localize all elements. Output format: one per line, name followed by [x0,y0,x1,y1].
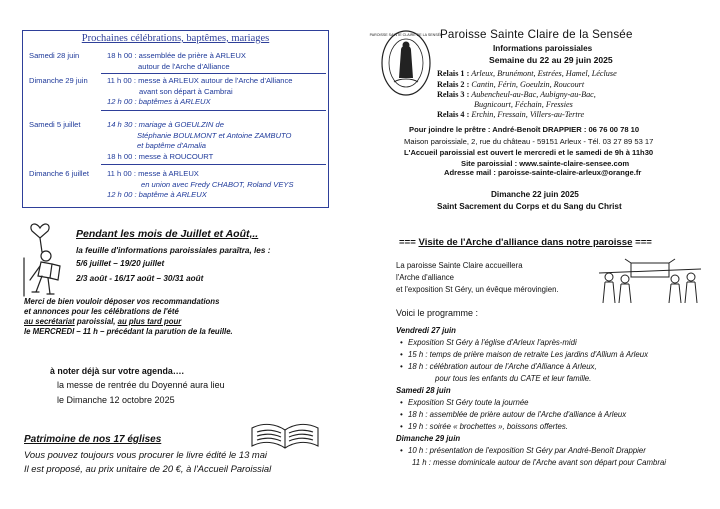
request-line: et annonces pour les célébrations de l'été [24,307,179,316]
programme-item [400,398,529,407]
programme-day: Dimanche 29 juin [396,434,461,443]
row-divider [101,110,326,111]
programme-item-text: Exposition St Géry toute la journée [408,398,529,407]
visit-heading-text: Visite de l'Arche d'alliance dans notre paroisse [418,237,633,248]
celebration-line: 18 h 00 : messe à ROUCOURT [107,151,214,161]
programme-item [400,338,577,347]
celebration-line: 14 h 30 : mariage à GOEULZIN de [107,120,224,129]
programme-item [400,362,597,371]
visit-intro: La paroisse Sainte Claire accueillera [396,261,523,270]
celebration-line: 12 h 00 : baptême à ARLEUX [107,190,207,199]
request-line: le MERCREDI – 11 h – précédant la parution de la feuille. [24,327,233,336]
summer-line: la feuille d'informations paroissiales paraîtra, les : [76,246,271,255]
celebration-line: en union avec Fredy CHABOT, Roland VEYS [141,179,294,189]
heritage-line: Vous pouvez toujours vous procurer le livre édité le 13 mai [24,449,268,460]
celebration-line: autour de l'Arche d'Alliance [138,61,230,71]
relay-line [474,100,573,109]
heritage-heading [24,434,161,445]
parish-seal-logo [369,28,443,98]
heritage-heading-text: Patrimoine de nos 17 églises [24,434,162,445]
programme-item-text: 18 h : célébration autour de l'Arche d'Alliance à Arleux, [408,362,597,371]
info-title: Informations paroissiales [493,44,593,53]
celebration-line: Stéphanie BOULMONT et Antoine ZAMBUTO [137,130,292,140]
bullet: • [400,338,403,347]
programme-item [400,350,648,359]
programme-item-text: Exposition St Géry à l'église d'Arleux l'après-midi [408,338,577,347]
visit-intro: l'Arche d'alliance [396,273,455,282]
celebration-day: Dimanche 6 juillet [29,169,89,178]
programme-item-text: 18 h : assemblée de prière autour de l'Arche d'alliance à Arleux [408,410,627,419]
celebrations-title: Prochaines célébrations, baptêmes, mariages [81,33,270,44]
row-divider [101,164,326,165]
request-secretariat: au secrétariat [24,317,75,326]
celebration-day: Samedi 5 juillet [29,120,81,129]
relay-line [437,90,596,99]
relay-line [437,80,584,89]
sunday-feast: Saint Sacrement du Corps et du Sang du Christ [437,202,622,211]
programme-item [400,422,568,431]
seal-text: PAROISSE SAINTE CLAIRE DE LA SENSÉE [369,33,443,37]
programme-item-continuation: 11 h : messe dominicale autour de l'Arche avant son départ pour Cambrai [412,458,667,467]
relay-towns: Arleux, Brunémont, Estrées, Hamel, Lécluse [469,69,617,78]
relay-towns: Bugnicourt, Féchain, Fressies [474,100,573,109]
summer-dates-august: 2/3 août - 16/17 août – 30/31 août [76,274,204,283]
relay-line [437,69,617,78]
agenda-heading: à noter déjà sur votre agenda…. [50,366,184,376]
relay-label: Relais 3 : [437,90,470,99]
parish-email-link[interactable]: Adresse mail : paroisse-sainte-claire-arleux@orange.fr [444,168,642,177]
programme-label: Voici le programme : [396,308,479,318]
hiker-illustration [16,218,72,298]
programme-item-text: 19 h : soirée « brochettes », boissons offertes. [408,422,568,431]
open-book-illustration [248,418,322,452]
row-divider [101,73,326,74]
agenda-line: la messe de rentrée du Doyenné aura lieu [57,380,225,390]
celebration-line: 11 h 00 : messe à ARLEUX [107,169,199,178]
bullet: • [400,410,403,419]
relay-towns: Erchin, Fressain, Villers-au-Tertre [469,110,585,119]
relay-label: Relais 4 : [437,110,470,119]
relay-line [437,110,584,119]
summer-dates-july: 5/6 juillet – 19/20 juillet [76,259,165,268]
request-deadline: au plus tard pour [117,317,182,326]
request-line: Merci de bien vouloir déposer vos recommandations [24,297,220,306]
heritage-line: Il est proposé, au prix unitaire de 20 €, à l'Accueil Paroissial [24,463,272,474]
programme-item-text: 15 h : temps de prière maison de retraite Les jardins d'Allium à Arleux [408,350,648,359]
programme-item [400,446,646,455]
visit-suffix: === [632,237,652,248]
celebration-line: 12 h 00 : baptêmes à ARLEUX [107,97,211,106]
bullet: • [400,422,403,431]
summer-heading-text: Pendant les mois de Juillet et Août,.. [76,228,259,240]
celebration-line: 18 h 00 : assemblée de prière à ARLEUX [107,51,246,60]
celebration-line: 11 h 00 : messe à ARLEUX autour de l'Arche d'Alliance [107,76,293,85]
priest-contact: Pour joindre le prêtre : André-Benoît DRAPPIER : 06 76 00 78 10 [409,125,640,134]
celebration-day: Dimanche 29 juin [29,76,88,85]
visit-heading [399,237,652,248]
sunday-date: Dimanche 22 juin 2025 [491,190,579,199]
reception-hours: L'Accueil paroissial est ouvert le mercredi et le samedi de 9h à 11h30 [404,148,654,157]
week-title: Semaine du 22 au 29 juin 2025 [489,55,613,65]
relay-label: Relais 1 : [437,69,470,78]
celebration-line: avant son départ à Cambrai [139,86,233,96]
request-text: paroissial, [74,317,118,326]
request-line [24,317,181,326]
celebrations-box [22,30,329,208]
celebration-line: et baptême d'Amalia [137,141,206,150]
parish-website-link[interactable]: Site paroissial : www.sainte-claire-sensee.com [461,159,630,168]
bullet: • [400,446,403,455]
celebration-day: Samedi 28 juin [29,51,80,60]
programme-item [400,410,627,419]
parish-name: Paroisse Sainte Claire de la Sensée [440,28,633,41]
parish-house-address: Maison paroissiale, 2, rue du château - 59151 Arleux - Tél. 03 27 89 53 17 [404,137,654,146]
bullet: • [400,362,403,371]
relay-towns: Aubencheul-au-Bac, Aubigny-au-Bac, [469,90,596,99]
relay-towns: Cantin, Férin, Goeulzin, Roucourt [469,80,585,89]
bullet: • [400,350,403,359]
programme-item-continuation: pour tous les enfants du CATE et leur famille. [435,374,592,383]
programme-day: Samedi 28 juin [396,386,451,395]
relay-label: Relais 2 : [437,80,470,89]
visit-intro: et l'exposition St Géry, un évêque mérovingien. [396,285,559,294]
ark-procession-illustration [595,257,705,307]
visit-prefix: === [399,237,419,248]
agenda-line: le Dimanche 12 octobre 2025 [57,395,175,405]
programme-day: Vendredi 27 juin [396,326,456,335]
programme-item-text: 10 h : présentation de l'exposition St Géry par André-Benoît Drappier [408,446,646,455]
summer-heading [76,228,258,240]
bullet: • [400,398,403,407]
